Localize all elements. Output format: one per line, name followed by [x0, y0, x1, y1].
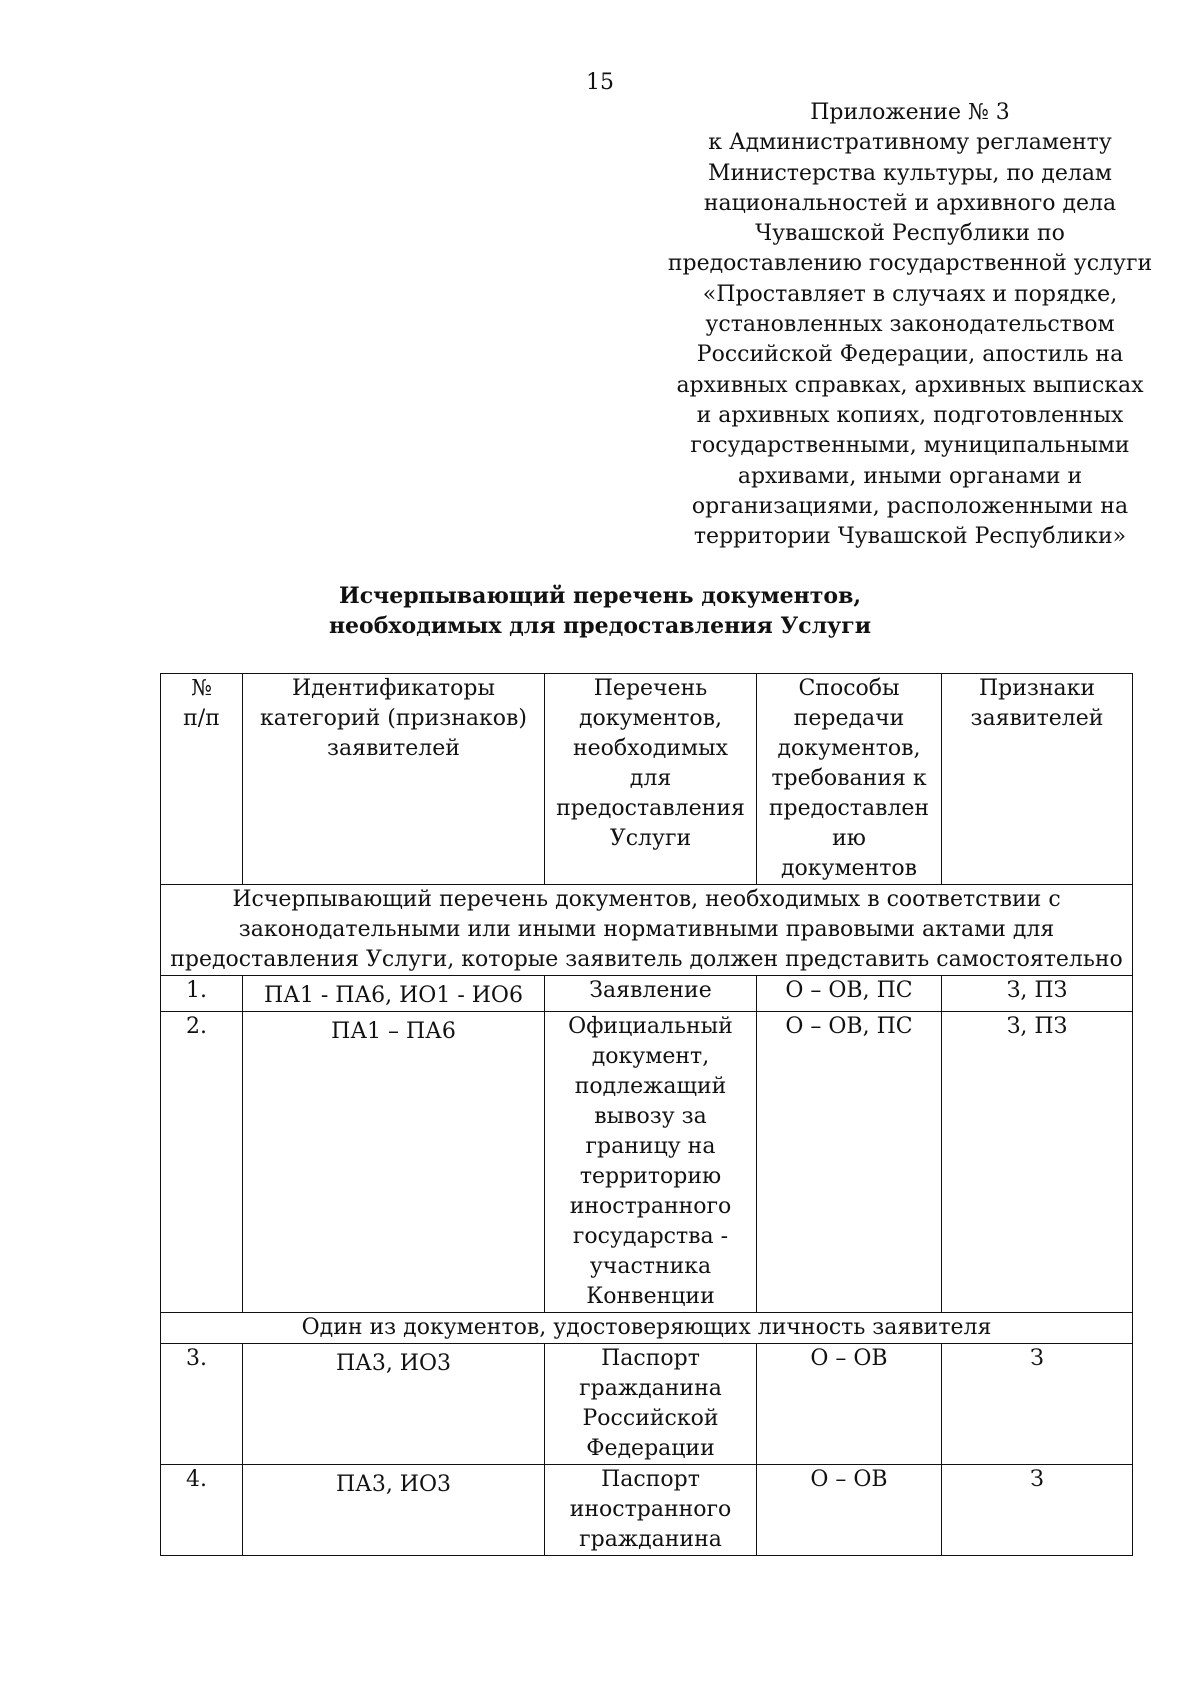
row-number-text: 3. — [186, 1346, 207, 1371]
header-number — [161, 674, 243, 885]
header-line: Признаки — [978, 676, 1096, 701]
section-line: предоставления Услуги, которые заявитель должен представить самостоятельно — [170, 947, 1123, 972]
appendix-line: Российской Федерации, апостиль на — [696, 342, 1124, 368]
table-row — [161, 1465, 1133, 1556]
document-line: Паспорт — [601, 1346, 700, 1371]
table-row — [161, 976, 1133, 1012]
header-line: категорий (признаков) — [260, 706, 527, 731]
page-number: 15 — [586, 70, 614, 95]
document-line: иностранного — [569, 1497, 732, 1522]
row-transfer-method — [757, 1012, 942, 1313]
document-line: участника — [589, 1254, 712, 1279]
row-number-text: 1. — [186, 978, 207, 1003]
appendix-line: архивами, иными органами и — [737, 463, 1083, 489]
header-line: ию — [832, 826, 866, 851]
header-line: п/п — [183, 706, 220, 731]
appendix-line: национальностей и архивного дела — [703, 190, 1117, 216]
appendix-line: территории Чувашской Республики» — [693, 524, 1127, 550]
appendix-line: предоставлению государственной услуги — [667, 251, 1153, 277]
row-transfer-method — [757, 1344, 942, 1465]
identifier-line: ПА3, ИО3 — [335, 1472, 452, 1497]
row-applicant-sign — [942, 1012, 1133, 1313]
document-line: границу на — [585, 1134, 716, 1159]
appendix-line: Министерства культуры, по делам — [707, 160, 1113, 186]
appendix-line: архивных справках, архивных выписках — [676, 372, 1144, 398]
table-header-row — [161, 674, 1133, 885]
row-number-text: 4. — [186, 1467, 207, 1492]
row-applicant-sign — [942, 1344, 1133, 1465]
header-line: Услуги — [609, 826, 692, 851]
document-line: Конвенции — [586, 1284, 715, 1309]
row-number — [161, 1012, 243, 1313]
row-number — [161, 976, 243, 1012]
header-transfer-methods — [757, 674, 942, 885]
document-line: вывозу за — [594, 1104, 707, 1129]
document-line: подлежащий — [574, 1074, 727, 1099]
document-line: Заявление — [589, 978, 712, 1003]
header-line: требования к — [771, 766, 927, 791]
row-applicant-sign — [942, 976, 1133, 1012]
row-transfer-method — [757, 976, 942, 1012]
section-identity-documents — [161, 1313, 1133, 1344]
header-line: Способы — [798, 676, 900, 701]
row-number — [161, 1344, 243, 1465]
appendix-line: Чувашской Республики по — [755, 221, 1065, 247]
row-transfer-method — [757, 1465, 942, 1556]
appendix-line: установленных законодательством — [705, 312, 1115, 338]
section-line: Один из документов, удостоверяющих личность заявителя — [301, 1315, 992, 1340]
identifier-line: ПА3, ИО3 — [335, 1351, 452, 1376]
header-identifiers — [243, 674, 545, 885]
header-line: заявителей — [327, 736, 460, 761]
document-line: иностранного — [569, 1194, 732, 1219]
appendix-line: организациями, расположенными на — [691, 493, 1129, 519]
document-line: Российской — [582, 1406, 719, 1431]
header-applicant-signs — [942, 674, 1133, 885]
sign-line: З, ПЗ — [1006, 1014, 1068, 1039]
method-line: О – ОВ, ПС — [785, 978, 913, 1003]
row-applicant-sign — [942, 1465, 1133, 1556]
document-line: гражданина — [579, 1527, 722, 1552]
header-line: предоставления — [556, 796, 745, 821]
section-line: Исчерпывающий перечень документов, необходимых в соответствии с — [232, 887, 1061, 912]
header-line: передачи — [793, 706, 905, 731]
row-identifiers — [243, 1012, 545, 1313]
row-document — [545, 1012, 757, 1313]
header-line: № — [191, 676, 212, 701]
header-line: документов — [780, 856, 918, 881]
identifier-line: ПА1 - ПА6, ИО1 - ИО6 — [264, 983, 523, 1008]
header-line: для — [629, 766, 672, 791]
row-number-text: 2. — [186, 1014, 207, 1039]
table-row — [161, 1344, 1133, 1465]
sign-line: З, ПЗ — [1006, 978, 1068, 1003]
document-line: документ, — [591, 1044, 710, 1069]
row-identifiers — [243, 976, 545, 1012]
header-line: Идентификаторы — [291, 676, 495, 701]
row-number — [161, 1465, 243, 1556]
section-line: законодательными или иными нормативными правовыми актами для — [238, 917, 1055, 942]
table-row — [161, 1012, 1133, 1313]
document-line: государства - — [572, 1224, 729, 1249]
document-title-line-2: необходимых для предоставления Услуги — [328, 613, 872, 639]
row-identifiers — [243, 1344, 545, 1465]
header-line: заявителей — [970, 706, 1104, 731]
sign-line: З — [1030, 1346, 1044, 1371]
header-line: документов, — [777, 736, 921, 761]
section-required-documents-cell — [161, 885, 1133, 976]
row-document — [545, 1344, 757, 1465]
documents-table — [160, 673, 1133, 1556]
document-title-line-1: Исчерпывающий перечень документов, — [338, 583, 862, 609]
appendix-line: Приложение № 3 — [810, 100, 1010, 125]
sign-line: З — [1030, 1467, 1044, 1492]
document-line: территорию — [579, 1164, 722, 1189]
header-line: документов, — [578, 706, 723, 731]
section-required-documents — [161, 885, 1133, 976]
appendix-line: и архивных копиях, подготовленных — [696, 402, 1124, 428]
row-document — [545, 976, 757, 1012]
method-line: О – ОВ — [810, 1346, 888, 1371]
header-line: необходимых — [572, 736, 729, 761]
appendix-line: государственными, муниципальными — [690, 433, 1130, 459]
document-line: Федерации — [586, 1436, 715, 1461]
method-line: О – ОВ, ПС — [785, 1014, 913, 1039]
document-line: Паспорт — [601, 1467, 700, 1492]
document-line: Официальный — [568, 1014, 733, 1039]
appendix-line: к Административному регламенту — [708, 130, 1112, 156]
document-line: гражданина — [579, 1376, 722, 1401]
row-identifiers — [243, 1465, 545, 1556]
header-documents — [545, 674, 757, 885]
method-line: О – ОВ — [810, 1467, 888, 1492]
identifier-line: ПА1 – ПА6 — [331, 1019, 456, 1044]
row-document — [545, 1465, 757, 1556]
appendix-header — [640, 98, 1180, 552]
section-identity-documents-cell — [161, 1313, 1133, 1344]
appendix-line: «Проставляет в случаях и порядке, — [702, 281, 1118, 307]
header-line: Перечень — [593, 676, 708, 701]
document-title — [0, 581, 1200, 641]
header-line: предоставлен — [768, 796, 930, 821]
